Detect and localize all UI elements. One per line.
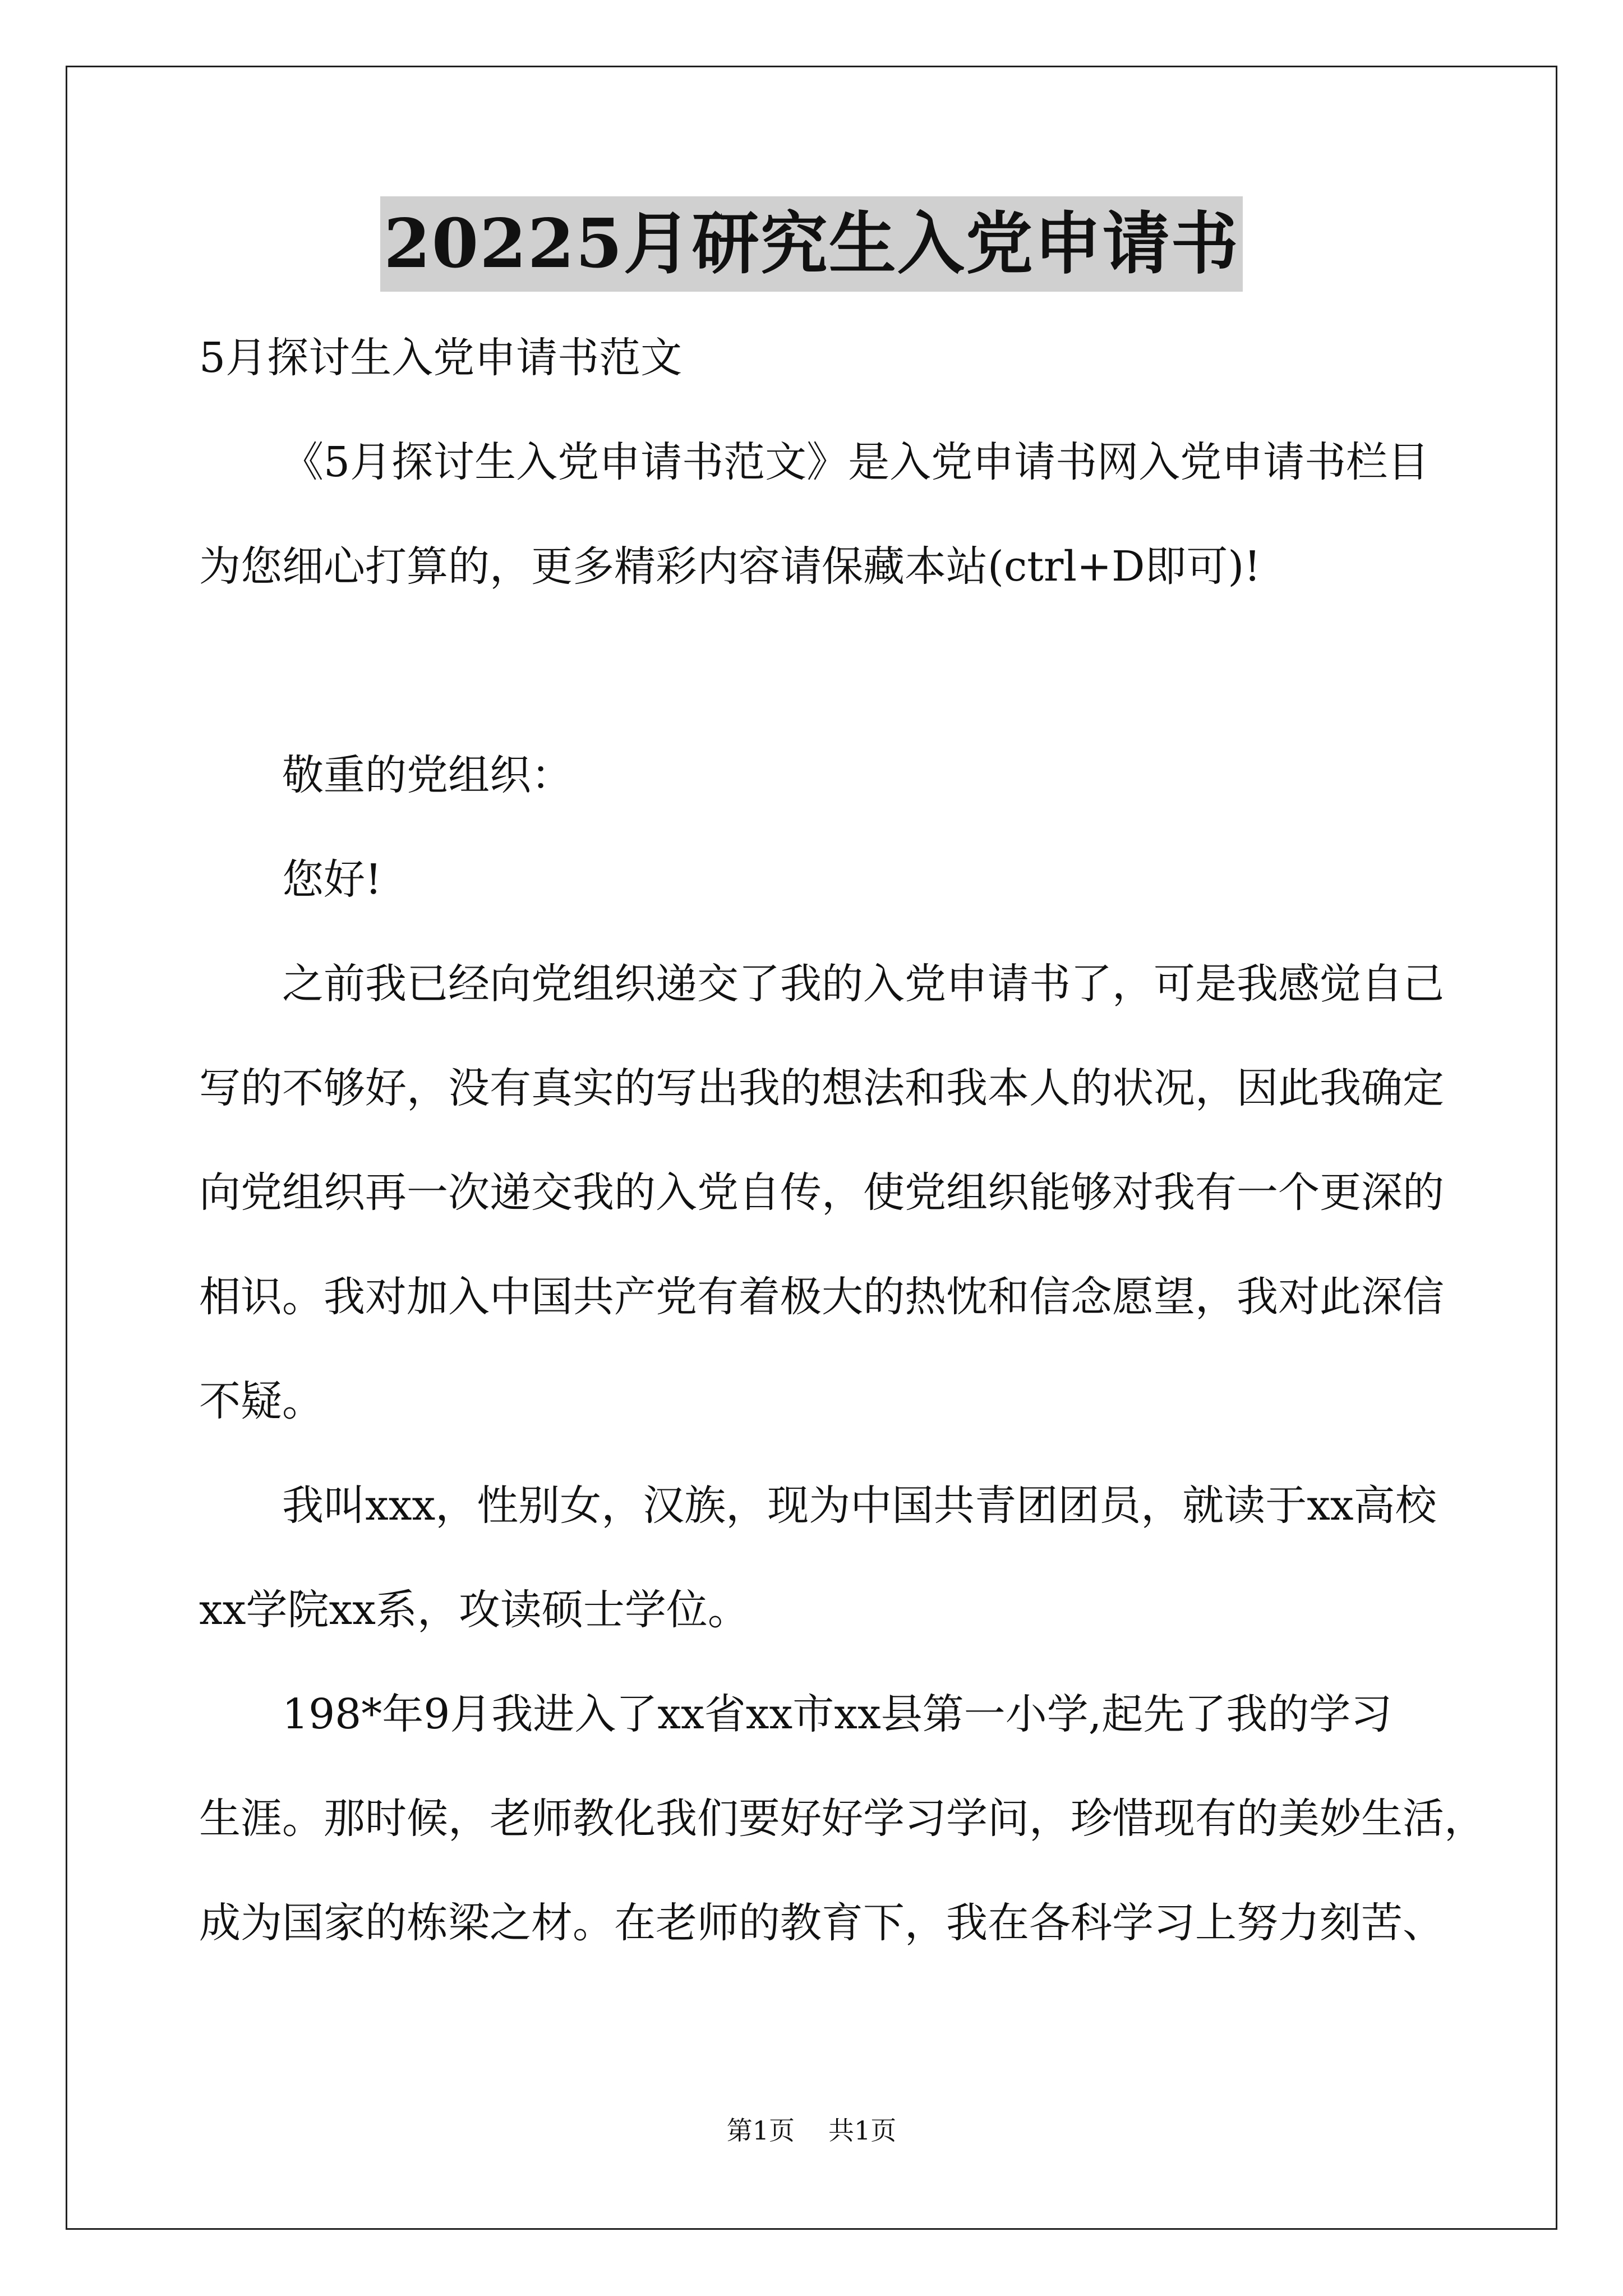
text-line: 相识。我对加入中国共产党有着极大的热忱和信念愿望，我对此深信 xyxy=(199,1273,1444,1321)
document-body xyxy=(199,306,1486,1975)
page-number-total: 共1页 xyxy=(828,2115,897,2146)
title-container xyxy=(0,196,1623,292)
document-title: 20225月研究生入党申请书 xyxy=(380,196,1242,292)
text-line: 为您细心打算的，更多精彩内容请保藏本站(ctrl+D即可)! xyxy=(199,542,1261,591)
text-line: xx学院xx系，攻读硕士学位。 xyxy=(199,1586,749,1634)
text-line: 向党组织再一次递交我的入党自传，使党组织能够对我有一个更深的 xyxy=(199,1168,1444,1217)
text-line: 我叫xxx，性别女，汉族，现为中国共青团团员，就读于xx高校 xyxy=(282,1481,1437,1530)
text-line: 写的不够好，没有真实的写出我的想法和我本人的状况，因此我确定 xyxy=(199,1064,1444,1112)
text-line: 198*年9月我进入了xx省xx市xx县第一小学,起先了我的学习 xyxy=(282,1690,1393,1738)
text-line: 成为国家的栋梁之材。在老师的教育下，我在各科学习上努力刻苦、 xyxy=(199,1899,1444,1947)
page-number-current: 第1页 xyxy=(726,2115,795,2146)
text-line: 您好! xyxy=(282,855,382,904)
text-line: 敬重的党组织： xyxy=(282,751,573,799)
page-footer xyxy=(0,2114,1623,2147)
text-line: 5月探讨生入党申请书范文 xyxy=(199,334,683,382)
text-line: 之前我已经向党组织递交了我的入党申请书了，可是我感觉自己 xyxy=(282,960,1444,1008)
text-line: 《5月探讨生入党申请书范文》是入党申请书网入党申请书栏目 xyxy=(282,438,1430,486)
text-line: 不疑。 xyxy=(199,1377,324,1425)
blank-line xyxy=(199,619,1433,723)
text-line: 生涯。那时候，老师教化我们要好好学习学问，珍惜现有的美妙生活， xyxy=(199,1795,1486,1843)
